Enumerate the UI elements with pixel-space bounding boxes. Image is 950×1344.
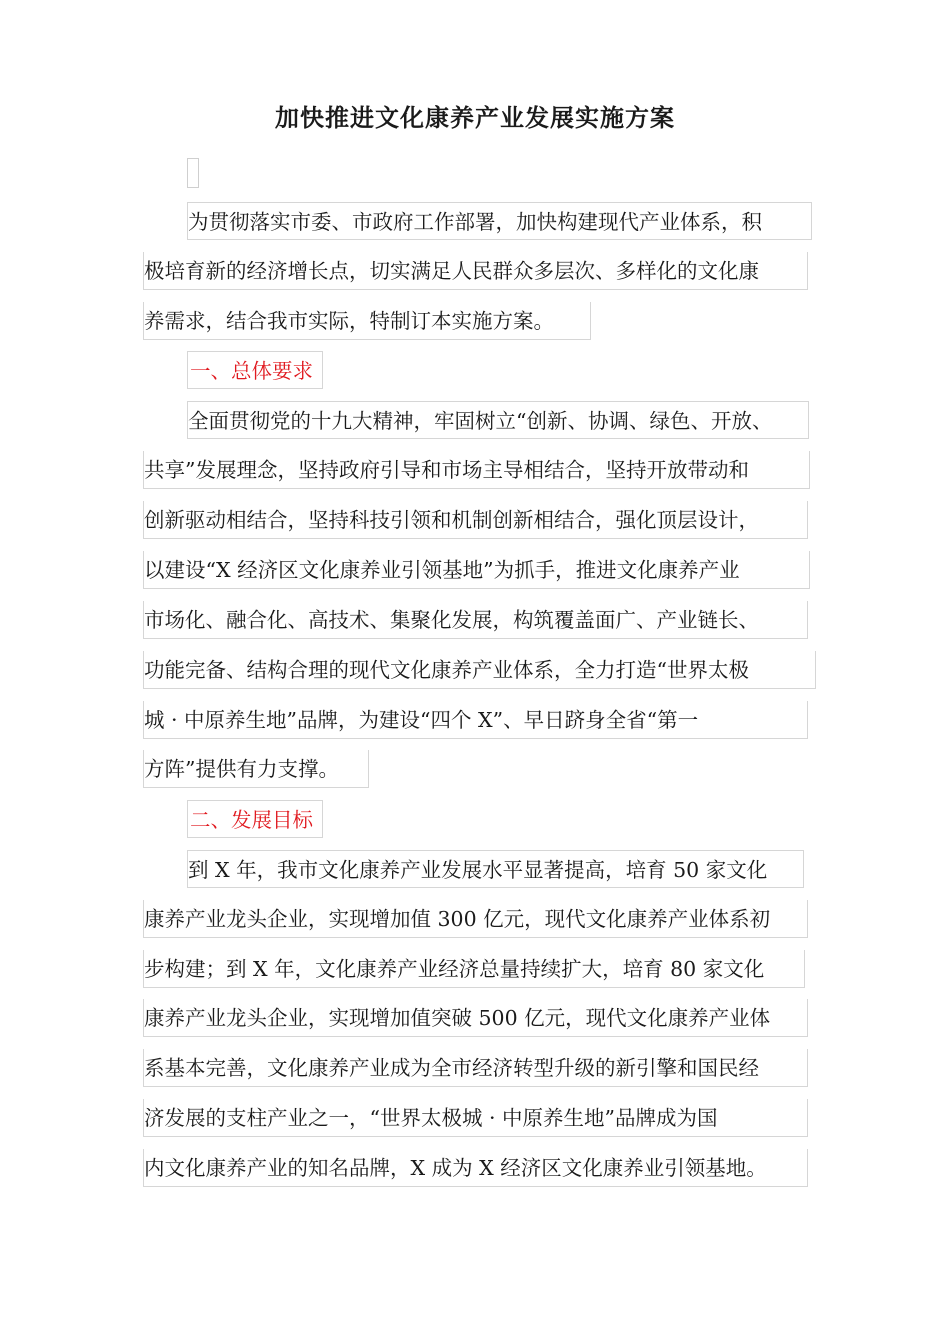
section1-line-4: 以建设“X 经济区文化康养业引领基地”为抓手，推进文化康养产业 (143, 551, 810, 589)
document-title: 加快推进文化康养产业发展实施方案 (275, 103, 675, 132)
section1-line-3: 创新驱动相结合，坚持科技引领和机制创新相结合，强化顶层设计， (143, 501, 808, 539)
section2-line-1: 到 X 年，我市文化康养产业发展水平显著提高，培育 50 家文化 (187, 850, 804, 888)
section1-line-6: 功能完备、结构合理的现代文化康养产业体系，全力打造“世界太极 (143, 651, 816, 689)
intro-line-3: 养需求，结合我市实际，特制订本实施方案。 (143, 302, 591, 340)
section2-line-3: 步构建；到 X 年，文化康养产业经济总量持续扩大，培育 80 家文化 (143, 950, 805, 988)
section-heading-development-goals: 二、发展目标 (187, 800, 323, 838)
intro-line-1: 为贯彻落实市委、市政府工作部署，加快构建现代产业体系，积 (187, 202, 812, 240)
section2-line-5: 系基本完善，文化康养产业成为全市经济转型升级的新引擎和国民经 (143, 1049, 808, 1087)
section2-line-7: 内文化康养产业的知名品牌，X 成为 X 经济区文化康养业引领基地。 (143, 1149, 808, 1187)
section1-line-8: 方阵”提供有力支撑。 (143, 750, 369, 788)
section1-line-2: 共享”发展理念，坚持政府引导和市场主导相结合，坚持开放带动和 (143, 451, 810, 489)
section2-line-4: 康养产业龙头企业，实现增加值突破 500 亿元，现代文化康养产业体 (143, 999, 808, 1037)
intro-line-2: 极培育新的经济增长点，切实满足人民群众多层次、多样化的文化康 (143, 252, 808, 290)
section1-line-7: 城 · 中原养生地”品牌，为建设“四个 X”、早日跻身全省“第一 (143, 701, 808, 739)
section1-line-1: 全面贯彻党的十九大精神，牢固树立“创新、协调、绿色、开放、 (187, 401, 809, 439)
section-heading-overall-requirements: 一、总体要求 (187, 351, 323, 389)
section1-line-5: 市场化、融合化、高技术、集聚化发展，构筑覆盖面广、产业链长、 (143, 601, 808, 639)
section2-line-2: 康养产业龙头企业，实现增加值 300 亿元，现代文化康养产业体系初 (143, 900, 808, 938)
text-cursor-box[interactable] (187, 158, 199, 188)
section2-line-6: 济发展的支柱产业之一，“世界太极城 · 中原养生地”品牌成为国 (143, 1099, 808, 1137)
